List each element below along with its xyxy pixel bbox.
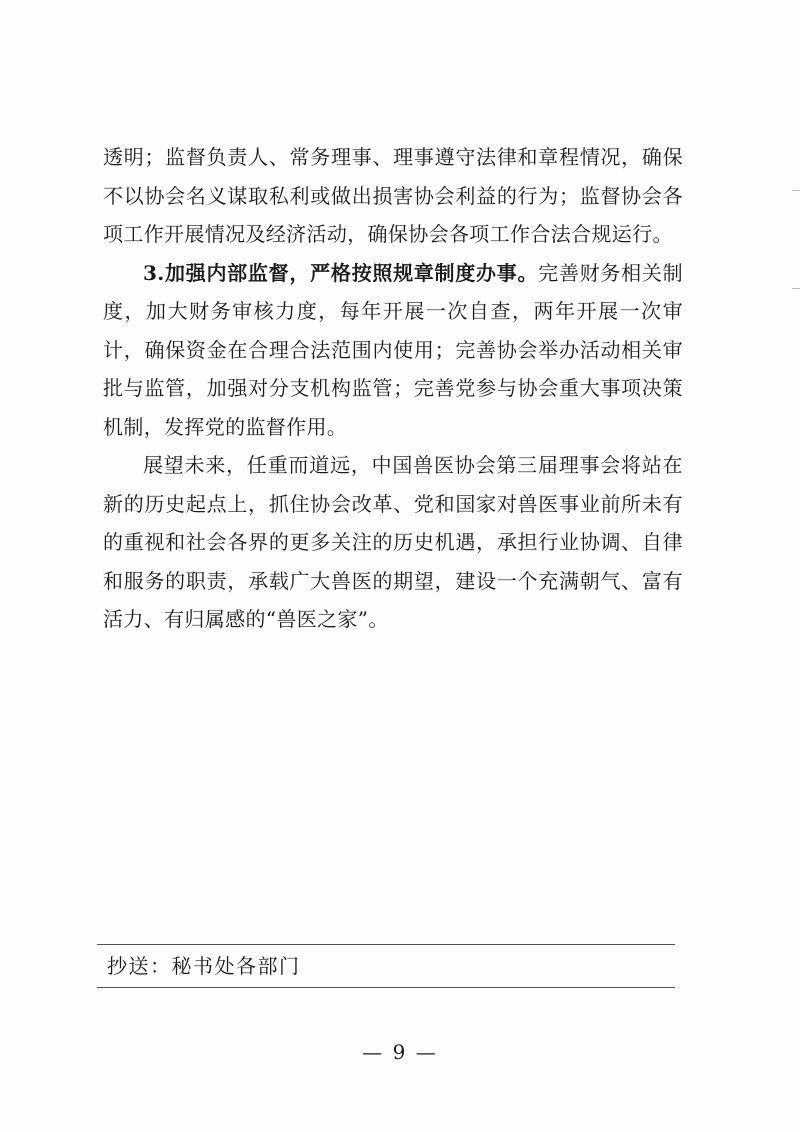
page-number: — 9 — — [362, 1040, 438, 1064]
cc-line: 抄送：秘书处各部门 — [107, 954, 301, 978]
paragraph-text: 完善财务相关制度，加大财务审核力度，每年开展一次自查，两年开展一次审计，确保资金在合理合法范围内使用；完善协会举办活动相关审批与监管，加强对分支机构监管；完善党参与协会重大事项决策机制，发挥党的监督作用。 — [103, 260, 683, 439]
page-edge-mark — [792, 190, 800, 191]
body-text — [103, 138, 683, 639]
cc-top-rule — [97, 944, 675, 945]
paragraph-outlook: 展望未来，任重而道远，中国兽医协会第三届理事会将站在新的历史起点上，抓住协会改革、党和国家对兽医事业前所未有的重视和社会各界的更多关注的历史机遇，承担行业协调、自律和服务的职责，承载广大兽医的期望，建设一个充满朝气、富有活力、有归属感的“兽医之家”。 — [103, 453, 683, 631]
paragraph-heading: 3.加强内部监督，严格按照规章制度办事。 — [143, 260, 539, 285]
paragraph-continuation: 透明；监督负责人、常务理事、理事遵守法律和章程情况，确保不以协会名义谋取私利或做出损害协会利益的行为；监督协会各项工作开展情况及经济活动，确保协会各项工作合法合规运行。 — [103, 145, 683, 246]
cc-bottom-rule — [97, 987, 675, 988]
paragraph-internal-supervision — [103, 254, 683, 447]
page-edge-mark — [792, 288, 800, 289]
